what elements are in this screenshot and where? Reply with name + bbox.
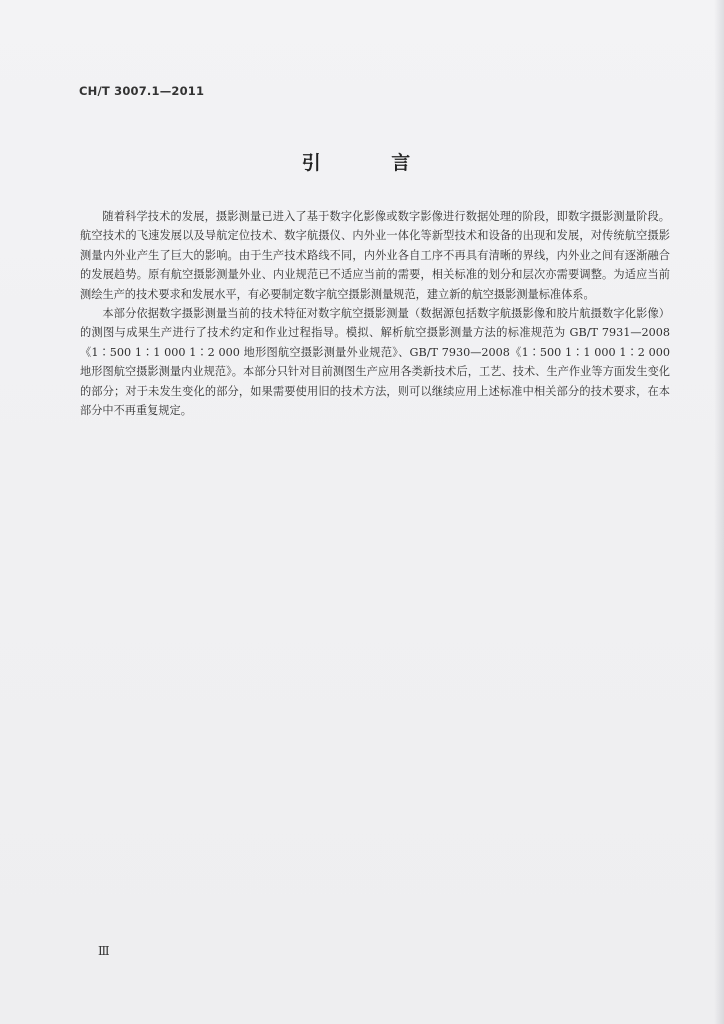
paragraph-1: 随着科学技术的发展，摄影测量已进入了基于数字化影像或数字影像进行数据处理的阶段，即数字摄影测量阶段。航空技术的飞速发展以及导航定位技术、数字航摄仪、内外业一体化等新型技术和设备的出现和发展，对传统航空摄影测量内外业产生了巨大的影响。由于生产技术路线不同，内外业各自工序不再具有清晰的界线，内外业之间有逐渐融合的发展趋势。原有航空摄影测量外业、内业规范已不适应当前的需要，相关标准的划分和层次亦需要调整。为适应当前测绘生产的技术要求和发展水平，有必要制定数字航空摄影测量规范，建立新的航空摄影测量标准体系。 (80, 210, 670, 301)
standard-code: CH/T 3007.1—2011 (79, 84, 205, 98)
introduction-body (80, 207, 670, 420)
page-number: Ⅲ (98, 944, 110, 958)
page-title: 引 言 (301, 152, 443, 174)
paragraph-2: 本部分依据数字摄影测量当前的技术特征对数字航空摄影测量（数据源包括数字航摄影像和胶片航摄数字化影像）的测图与成果生产进行了技术约定和作业过程指导。模拟、解析航空摄影测量方法的标准规范为 GB/T 7931—2008《1∶500 1∶1 000 1∶2 000 地形图航空摄影测量外业规范》、GB/T 7930—2008《1∶500 1∶1 000 1∶2 000 地形图航空摄影测量内业规范》。本部分只针对目前测图生产应用各类新技术后，工艺、技术、生产作业等方面发生变化的部分；对于未发生变化的部分，如果需要使用旧的技术方法，则可以继续应用上述标准中相关部分的技术要求，在本部分中不再重复规定。 (80, 307, 670, 418)
